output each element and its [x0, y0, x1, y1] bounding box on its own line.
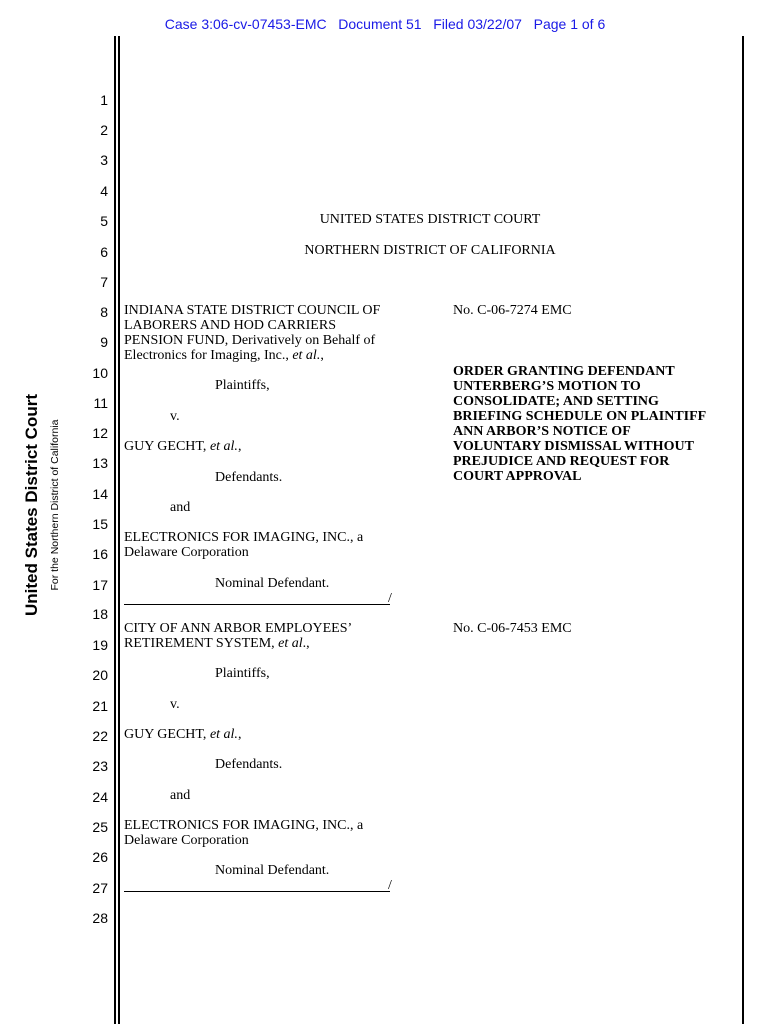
line-number: 15 [92, 516, 108, 532]
filing-header-stamp: Case 3:06-cv-07453-EMC Document 51 Filed 03/22/07 Page 1 of 6 [164, 16, 606, 32]
order-title-line: UNTERBERG’S MOTION TO [453, 379, 641, 394]
left-margin-rule-inner [118, 36, 120, 1024]
line-number: 14 [92, 486, 108, 502]
sidebar-district-name: For the Northern District of California [49, 419, 61, 591]
line-number: 20 [92, 667, 108, 683]
case1-case-number: No. C-06-7274 EMC [453, 303, 572, 318]
line-number: 9 [100, 334, 108, 350]
order-title-line: COURT APPROVAL [453, 469, 582, 484]
district-title: NORTHERN DISTRICT OF CALIFORNIA [304, 243, 556, 258]
line-number: 22 [92, 728, 108, 744]
case2-and: and [170, 788, 191, 803]
order-title-line: ANN ARBOR’S NOTICE OF [453, 424, 631, 439]
line-number: 7 [100, 274, 108, 290]
line-number: 25 [92, 819, 108, 835]
case1-nominal-line: ELECTRONICS FOR IMAGING, INC., a [124, 530, 364, 545]
line-number: 1 [100, 92, 108, 108]
line-number: 12 [92, 425, 108, 441]
case2-caption-slash: / [388, 878, 392, 893]
case1-defendants-label: Defendants. [215, 470, 283, 485]
case2-defendant: GUY GECHT, et al., [124, 727, 242, 742]
order-title-line: ORDER GRANTING DEFENDANT [453, 364, 675, 379]
case2-case-number: No. C-06-7453 EMC [453, 621, 572, 636]
line-number: 16 [92, 546, 108, 562]
case2-nominal-line: Delaware Corporation [124, 833, 249, 848]
order-title-line: VOLUNTARY DISMISSAL WITHOUT [453, 439, 694, 454]
line-number: 13 [92, 455, 108, 471]
order-title-line: BRIEFING SCHEDULE ON PLAINTIFF [453, 409, 707, 424]
right-margin-rule [742, 36, 744, 1024]
order-title-line: PREJUDICE AND REQUEST FOR [453, 454, 670, 469]
line-number: 19 [92, 637, 108, 653]
case2-caption-underline [124, 891, 390, 892]
case2-defendants-label: Defendants. [215, 757, 283, 772]
case2-nominal-line: ELECTRONICS FOR IMAGING, INC., a [124, 818, 364, 833]
line-number: 21 [92, 698, 108, 714]
line-number: 24 [92, 789, 108, 805]
case1-nominal-label: Nominal Defendant. [215, 576, 330, 591]
case2-versus: v. [170, 697, 180, 712]
line-number: 18 [92, 606, 108, 622]
case1-plaintiff-line: INDIANA STATE DISTRICT COUNCIL OF [124, 303, 381, 318]
case1-plaintiff-line: Electronics for Imaging, Inc., et al., [124, 348, 324, 363]
line-number: 2 [100, 122, 108, 138]
case2-plaintiff-line: CITY OF ANN ARBOR EMPLOYEES’ [124, 621, 353, 636]
line-number: 5 [100, 213, 108, 229]
line-number: 26 [92, 849, 108, 865]
line-number: 8 [100, 304, 108, 320]
line-number: 23 [92, 758, 108, 774]
case1-versus: v. [170, 409, 180, 424]
sidebar-court-name: United States District Court [22, 394, 41, 616]
left-margin-rule [114, 36, 116, 1024]
case2-plaintiffs-label: Plaintiffs, [215, 666, 270, 681]
case1-nominal-line: Delaware Corporation [124, 545, 249, 560]
line-number: 27 [92, 880, 108, 896]
case1-caption-underline [124, 604, 390, 605]
case1-caption-slash: / [388, 591, 392, 606]
line-number: 10 [92, 365, 108, 381]
line-number: 4 [100, 183, 108, 199]
case1-plaintiff-line: LABORERS AND HOD CARRIERS [124, 318, 336, 333]
line-number: 6 [100, 244, 108, 260]
case1-and: and [170, 500, 191, 515]
line-number: 11 [93, 395, 108, 411]
line-number: 3 [100, 152, 108, 168]
case2-nominal-label: Nominal Defendant. [215, 863, 330, 878]
line-number: 17 [92, 577, 108, 593]
order-title-line: CONSOLIDATE; AND SETTING [453, 394, 659, 409]
line-number: 28 [92, 910, 108, 926]
case1-plaintiffs-label: Plaintiffs, [215, 378, 270, 393]
case1-defendant: GUY GECHT, et al., [124, 439, 242, 454]
court-title: UNITED STATES DISTRICT COURT [319, 212, 541, 227]
case2-plaintiff-line: RETIREMENT SYSTEM, et al., [124, 636, 310, 651]
case1-plaintiff-line: PENSION FUND, Derivatively on Behalf of [124, 333, 376, 348]
